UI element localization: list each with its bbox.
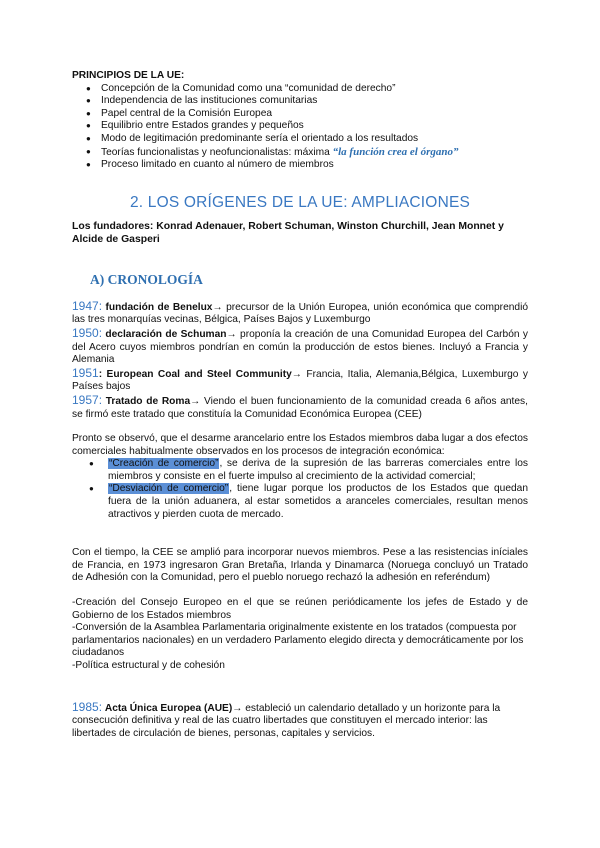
chronology-title: A) CRONOLOGÍA: [90, 271, 203, 287]
effect-item: [72, 458, 528, 483]
entry-text: → proponía la creación de una Comunidad Europea del Carbón y del Acero cuyos miembros pondrían en común la producción de estos bienes. Incluyó a Francia y Alemania: [72, 328, 528, 366]
document-page: [72, 70, 528, 740]
entry-year: 1951: [72, 365, 99, 380]
entry-text: → estableció un calendario detallado y un horizonte para la consecución definitiva y real de las cuatro libertades que constituyen el mercado interior: las libertades de circulación de bienes, personas, capitales y servicios.: [72, 702, 501, 739]
chronology-entry: [72, 300, 528, 327]
theories-maxim: “la función crea el órgano”: [332, 145, 459, 158]
chronology-entries: [72, 300, 528, 421]
entry-year: 1947:: [72, 298, 103, 313]
development-item: -Conversión de la Asamblea Parlamentaria originalmente existente en los tratados (compuesta por parlamentarios nacionales) en un verdadero Parlamento elegido directa y democráticamente por los ciudadanos: [72, 622, 524, 659]
entry-bold: declaración de Schuman: [105, 328, 227, 340]
list-item-theories: [72, 146, 528, 160]
entry-bold: Tratado de Roma: [105, 395, 191, 407]
effect-item: [72, 483, 528, 521]
highlighted-term: “Desviación de comercio”: [109, 483, 229, 495]
theories-text: Teorías funcionalistas y neofuncionalistas: máxima: [101, 146, 333, 158]
principles-list: [72, 83, 528, 172]
entry-text: → precursor de la Unión Europea, unión económica que comprendió las tres monarquías vecinas, Bélgica, Países Bajos y Luxemburgo: [72, 301, 528, 326]
chronology-entry: [72, 327, 528, 367]
list-item: ● Concepción de la Comunidad como una “comunidad de derecho”: [72, 83, 528, 96]
list-item: ● Papel central de la Comisión Europea: [72, 108, 528, 121]
chronology-entry: [72, 367, 528, 394]
entry-year: 1950:: [72, 325, 103, 340]
principles-title: PRINCIPIOS DE LA UE:: [72, 70, 185, 81]
entry-year: 1985:: [72, 699, 103, 714]
effect-text: , se deriva de la supresión de las barreras comerciales entre los miembros y consiste en el fuerte impulso al crecimiento de la actividad comercial;: [108, 458, 528, 482]
developments-block: [72, 597, 528, 673]
expansion-paragraph: Con el tiempo, la CEE se amplió para incorporar nuevos miembros. Pese a las resistencias iníciales de Francia, en 1973 ingresaron Gran Bretaña, Irlanda y Dinamarca (Noruega concluyó un Tratado de Adhesión con la Comunidad, pero el pueblo noruego rechazó la adhesión en referéndum): [72, 547, 528, 584]
list-item: ● Proceso limitado en cuanto al número de miembros: [72, 159, 528, 172]
list-item: ● Modo de legitimación predominante sería el orientado a los resultados: [72, 133, 528, 146]
entry-year: 1957:: [72, 392, 103, 407]
highlighted-term: “Creación de comercio”: [109, 458, 219, 470]
effects-list: [72, 458, 528, 521]
entry-text: → Viendo el buen funcionamiento de la comunidad creada 6 años antes, se firmó este tratado que constituía la Comunidad Económica Europea (CEE): [72, 395, 528, 420]
entry-bold: fundación de Benelux: [105, 301, 213, 313]
tariff-paragraph: Pronto se observó, que el desarme arancelario entre los Estados miembros daba lugar a dos efectos comerciales habitualmente observados en los procesos de integración económica:: [72, 433, 528, 457]
chronology-entry: [72, 394, 528, 421]
entry-bold: : European Coal and Steel Community: [98, 368, 292, 380]
founders-line: Los fundadores: Konrad Adenauer, Robert Schuman, Winston Churchill, Jean Monnet y Alcide de Gasperi: [72, 220, 504, 245]
section-title: 2. LOS ORÍGENES DE LA UE: AMPLIACIONES: [129, 193, 471, 211]
aue-entry: [72, 701, 528, 741]
entry-bold: Acta Única Europea (AUE): [104, 702, 233, 714]
list-item: ● Independencia de las instituciones comunitarias: [72, 95, 528, 108]
effect-text: , tiene lugar porque los productos de los Estados que quedan fuera de la unión aduanera, al estar sometidos a aranceles comerciales, resultan menos atractivos y pierden cuota de mercado.: [108, 483, 528, 520]
development-item: -Creación del Consejo Europeo en el que se reúnen periódicamente los jefes de Estado y de Gobierno de los Estados miembros: [72, 597, 528, 621]
entry-text: → Francia, Italia, Alemania,Bélgica, Luxemburgo y Países bajos: [72, 368, 528, 393]
list-item: ● Equilibrio entre Estados grandes y pequeños: [72, 120, 528, 133]
development-item: -Política estructural y de cohesión: [72, 660, 225, 671]
